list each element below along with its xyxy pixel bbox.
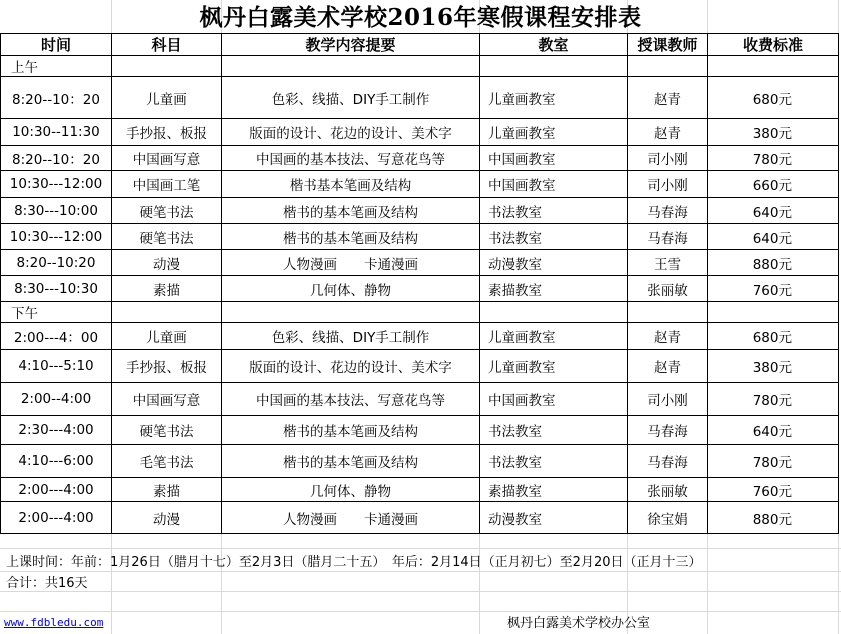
time-cell[interactable]: 8:20--10：20 [1,146,112,171]
table-row [1,119,839,146]
empty-cell[interactable] [112,56,222,77]
page-title: 枫丹白露美术学校2016年寒假课程安排表 [199,4,642,31]
empty-cell[interactable] [708,56,839,77]
content-cell[interactable]: 色彩、线描、DIY手工制作 [222,77,480,119]
fee-cell[interactable]: 640元 [708,198,839,224]
subject-cell[interactable]: 中国画工笔 [112,171,222,198]
time-cell[interactable]: 8:30---10:00 [1,198,112,224]
header-cell-room[interactable]: 教室 [480,34,628,56]
teacher-cell[interactable]: 赵青 [628,350,708,383]
time-cell[interactable]: 2:00---4:00 [1,478,112,502]
table-row [1,502,839,534]
teacher-cell[interactable]: 王雪 [628,250,708,276]
teacher-cell[interactable]: 马春海 [628,198,708,224]
table-row [1,350,839,383]
room-cell[interactable]: 书法教室 [480,445,628,478]
gridline [0,611,841,612]
teacher-cell[interactable]: 司小刚 [628,146,708,171]
teacher-cell[interactable]: 徐宝娟 [628,502,708,534]
room-cell[interactable]: 儿童画教室 [480,119,628,146]
content-cell[interactable]: 楷书基本笔画及结构 [222,171,480,198]
subject-cell[interactable]: 硬笔书法 [112,224,222,250]
subject-cell[interactable]: 素描 [112,276,222,302]
content-cell[interactable]: 版面的设计、花边的设计、美术字 [222,119,480,146]
subject-cell[interactable]: 儿童画 [112,77,222,119]
room-cell[interactable]: 儿童画教室 [480,77,628,119]
section-row [1,302,839,323]
teacher-cell[interactable]: 赵青 [628,119,708,146]
empty-cell[interactable] [222,302,480,323]
content-cell[interactable]: 楷书的基本笔画及结构 [222,445,480,478]
table-row [1,478,839,502]
content-cell[interactable]: 版面的设计、花边的设计、美术字 [222,350,480,383]
content-cell[interactable]: 中国画的基本技法、写意花鸟等 [222,146,480,171]
table-row [1,198,839,224]
time-cell[interactable]: 10:30--11:30 [1,119,112,146]
content-cell[interactable]: 几何体、静物 [222,478,480,502]
room-cell[interactable]: 书法教室 [480,198,628,224]
content-cell[interactable]: 几何体、静物 [222,276,480,302]
content-cell[interactable]: 楷书的基本笔画及结构 [222,224,480,250]
room-cell[interactable]: 中国画教室 [480,146,628,171]
fee-cell[interactable]: 880元 [708,502,839,534]
fee-cell[interactable]: 760元 [708,276,839,302]
website-link[interactable]: www.fdbledu.com [4,616,104,629]
table-row [1,416,839,445]
subject-cell[interactable]: 动漫 [112,502,222,534]
header-cell-teacher[interactable]: 授课教师 [628,34,708,56]
table-row [1,445,839,478]
time-cell[interactable]: 10:30---12:00 [1,224,112,250]
total-days-text: 合计：共16天 [6,576,88,591]
empty-cell[interactable] [222,56,480,77]
class-dates-text: 上课时间：年前：1月26日（腊月十七）至2月3日（腊月二十五） 年后：2月14日（正月初七）至2月20日（正月十三） [6,555,702,570]
table-row [1,250,839,276]
room-cell[interactable]: 书法教室 [480,224,628,250]
fee-cell[interactable]: 780元 [708,146,839,171]
subject-cell[interactable]: 硬笔书法 [112,198,222,224]
room-cell[interactable]: 中国画教室 [480,383,628,416]
room-cell[interactable]: 儿童画教室 [480,323,628,350]
room-cell[interactable]: 儿童画教室 [480,350,628,383]
room-cell[interactable]: 中国画教室 [480,171,628,198]
subject-cell[interactable]: 素描 [112,478,222,502]
time-cell[interactable]: 4:10---5:10 [1,350,112,383]
empty-cell[interactable] [480,302,628,323]
content-cell[interactable]: 色彩、线描、DIY手工制作 [222,323,480,350]
teacher-cell[interactable]: 张丽敏 [628,478,708,502]
schedule-table [0,33,839,534]
subject-cell[interactable]: 中国画写意 [112,383,222,416]
header-cell-content[interactable]: 教学内容提要 [222,34,480,56]
teacher-cell[interactable]: 赵青 [628,77,708,119]
table-row [1,276,839,302]
empty-cell[interactable] [628,302,708,323]
subject-cell[interactable]: 手抄报、板报 [112,350,222,383]
teacher-cell[interactable]: 马春海 [628,416,708,445]
table-row [1,383,839,416]
gridline [0,548,841,549]
content-cell[interactable]: 人物漫画 卡通漫画 [222,502,480,534]
fee-cell[interactable]: 640元 [708,416,839,445]
time-cell[interactable]: 8:20--10：20 [1,77,112,119]
empty-cell[interactable] [708,302,839,323]
fee-cell[interactable]: 660元 [708,171,839,198]
fee-cell[interactable]: 760元 [708,478,839,502]
table-row [1,323,839,350]
gridline [0,571,841,572]
section-label-cell[interactable]: 上午 [1,56,112,77]
header-cell-fee[interactable]: 收费标准 [708,34,839,56]
teacher-cell[interactable]: 司小刚 [628,383,708,416]
subject-cell[interactable]: 毛笔书法 [112,445,222,478]
empty-cell[interactable] [112,302,222,323]
fee-cell[interactable]: 680元 [708,323,839,350]
subject-cell[interactable]: 儿童画 [112,323,222,350]
empty-cell[interactable] [628,56,708,77]
header-cell-subject[interactable]: 科目 [112,34,222,56]
subject-cell[interactable]: 动漫 [112,250,222,276]
content-cell[interactable]: 中国画的基本技法、写意花鸟等 [222,383,480,416]
room-cell[interactable]: 书法教室 [480,416,628,445]
content-cell[interactable]: 楷书的基本笔画及结构 [222,198,480,224]
fee-cell[interactable]: 680元 [708,77,839,119]
room-cell[interactable]: 素描教室 [480,276,628,302]
room-cell[interactable]: 素描教室 [480,478,628,502]
fee-cell[interactable]: 640元 [708,224,839,250]
header-row [1,34,839,56]
time-cell[interactable]: 2:30---4:00 [1,416,112,445]
time-cell[interactable]: 8:30---10:30 [1,276,112,302]
fee-cell[interactable]: 880元 [708,250,839,276]
time-cell[interactable]: 10:30---12:00 [1,171,112,198]
time-cell[interactable]: 8:20--10:20 [1,250,112,276]
content-cell[interactable]: 楷书的基本笔画及结构 [222,416,480,445]
subject-cell[interactable]: 硬笔书法 [112,416,222,445]
teacher-cell[interactable]: 马春海 [628,445,708,478]
section-label-cell[interactable]: 下午 [1,302,112,323]
table-row [1,77,839,119]
teacher-cell[interactable]: 司小刚 [628,171,708,198]
fee-cell[interactable]: 780元 [708,445,839,478]
table-row [1,146,839,171]
table-row [1,171,839,198]
time-cell[interactable]: 2:00---4:00 [1,502,112,534]
time-cell[interactable]: 4:10---6:00 [1,445,112,478]
header-cell-time[interactable]: 时间 [1,34,112,56]
table-row [1,224,839,250]
time-cell[interactable]: 2:00---4：00 [1,323,112,350]
fee-cell[interactable]: 380元 [708,350,839,383]
time-cell[interactable]: 2:00--4:00 [1,383,112,416]
fee-cell[interactable]: 380元 [708,119,839,146]
empty-cell[interactable] [480,56,628,77]
teacher-cell[interactable]: 张丽敏 [628,276,708,302]
teacher-cell[interactable]: 赵青 [628,323,708,350]
content-cell[interactable]: 人物漫画 卡通漫画 [222,250,480,276]
gridline [0,591,841,592]
section-row [1,56,839,77]
teacher-cell[interactable]: 马春海 [628,224,708,250]
fee-cell[interactable]: 780元 [708,383,839,416]
room-cell[interactable]: 动漫教室 [480,502,628,534]
subject-cell[interactable]: 手抄报、板报 [112,119,222,146]
room-cell[interactable]: 动漫教室 [480,250,628,276]
office-signature: 枫丹白露美术学校办公室 [507,616,651,631]
subject-cell[interactable]: 中国画写意 [112,146,222,171]
